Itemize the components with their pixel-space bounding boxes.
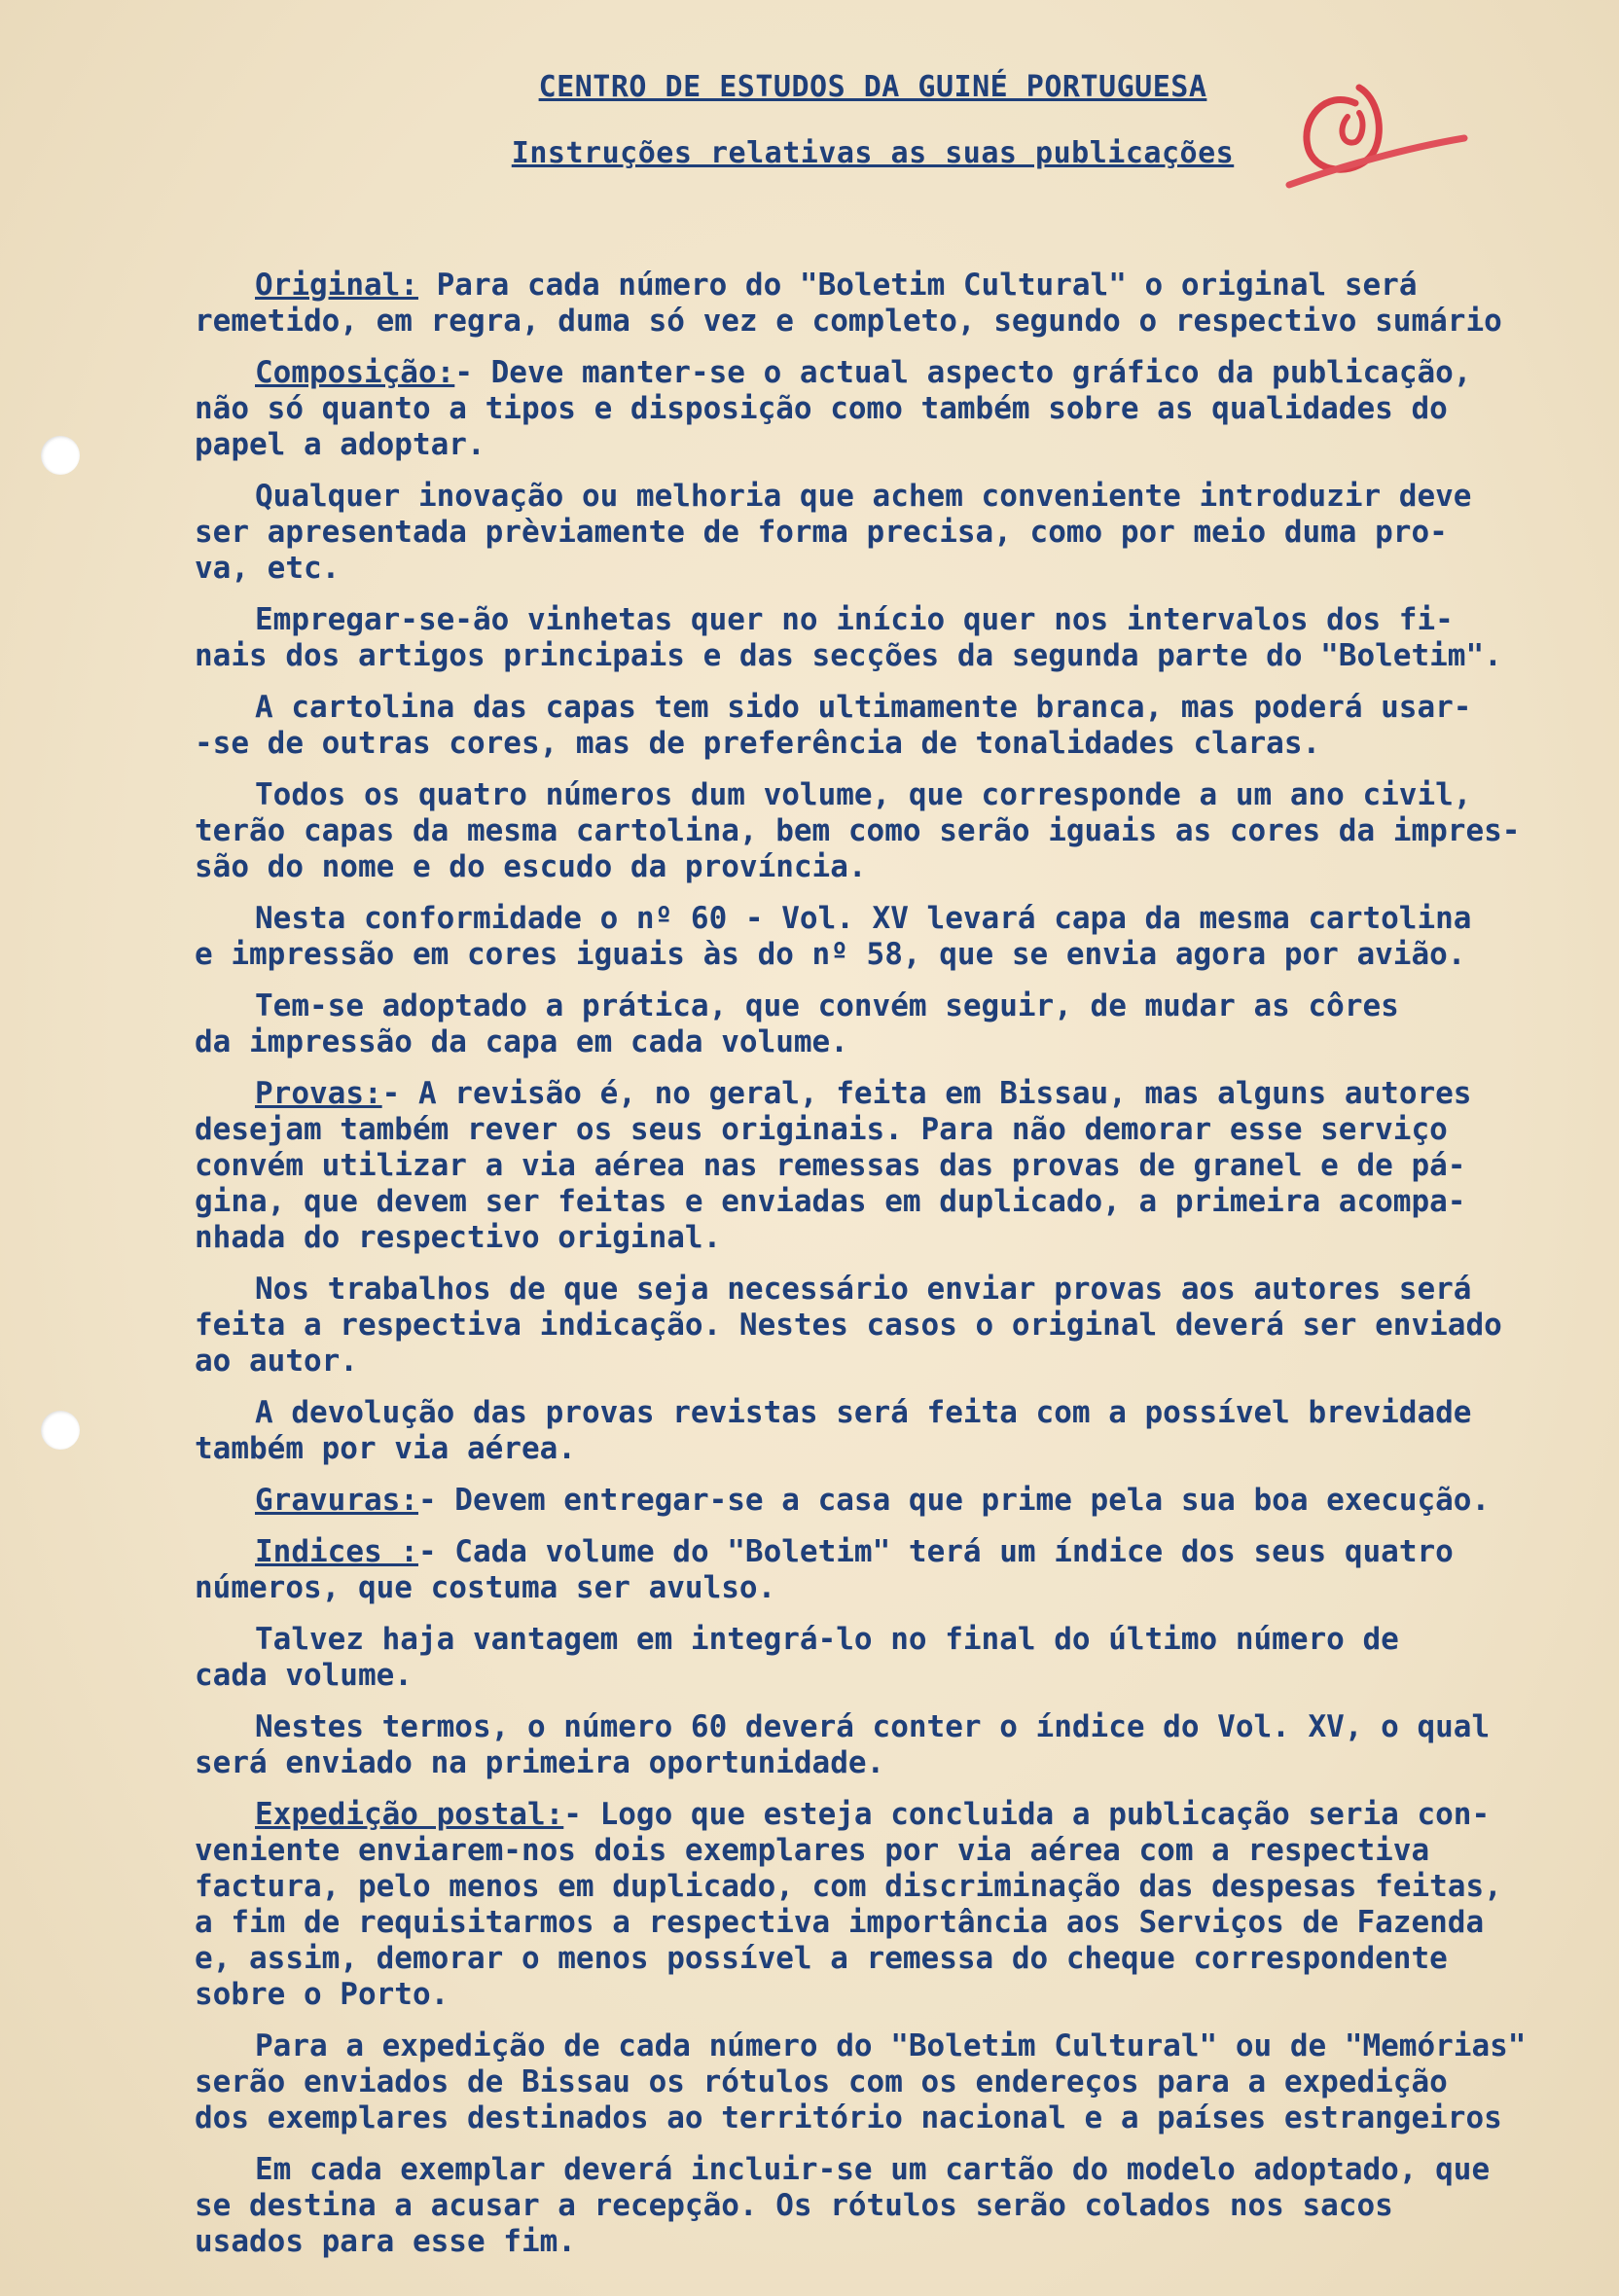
text-line xyxy=(195,1148,1601,1184)
text-line xyxy=(195,690,1601,726)
section-heading: Gravuras: xyxy=(255,1483,418,1518)
text-line xyxy=(195,937,1601,973)
text-line xyxy=(195,1395,1601,1431)
line-text: também por via aérea. xyxy=(195,1431,576,1466)
line-text: Talvez haja vantagem em integrá-lo no final do último número de xyxy=(255,1622,1399,1657)
text-line xyxy=(195,901,1601,937)
text-line xyxy=(195,479,1601,515)
text-line xyxy=(195,1745,1601,1781)
punch-hole-bottom xyxy=(41,1411,80,1450)
line-text: - Logo que esteja concluida a publicação seria con- xyxy=(563,1797,1491,1832)
text-line xyxy=(195,849,1601,885)
text-line xyxy=(195,988,1601,1024)
line-text: ao autor. xyxy=(195,1344,358,1379)
line-text: papel a adoptar. xyxy=(195,427,486,462)
line-text: serão enviados de Bissau os rótulos com os endereços para a expedição xyxy=(195,2064,1448,2099)
line-text: feita a respectiva indicação. Nestes casos o original deverá ser enviado xyxy=(195,1308,1502,1343)
text-line xyxy=(195,1941,1601,1977)
line-text: terão capas da mesma cartolina, bem como serão iguais as cores da impres- xyxy=(195,813,1521,848)
line-text: - Deve manter-se o actual aspecto gráfico da publicação, xyxy=(454,355,1472,390)
line-text: Para cada número do "Boletim Cultural" o original será xyxy=(417,268,1418,303)
text-line xyxy=(195,1344,1601,1380)
paragraph xyxy=(195,1483,1601,1519)
text-line xyxy=(195,1905,1601,1941)
paragraph xyxy=(195,690,1601,762)
line-text: Em cada exemplar deverá incluir-se um cartão do modelo adoptado, que xyxy=(255,2152,1491,2187)
text-line xyxy=(195,1220,1601,1256)
document-title: CENTRO DE ESTUDOS DA GUINÉ PORTUGUESA xyxy=(538,70,1207,104)
line-text: A devolução das provas revistas será feita com a possível brevidade xyxy=(255,1395,1472,1430)
line-text: Nestes termos, o número 60 deverá conter o índice do Vol. XV, o qual xyxy=(255,1709,1491,1744)
paragraph xyxy=(195,1395,1601,1467)
paragraph xyxy=(195,777,1601,885)
paragraph xyxy=(195,1797,1601,2013)
text-line xyxy=(195,2100,1601,2136)
paragraph xyxy=(195,1272,1601,1380)
line-text: e impressão em cores iguais às do nº 58, que se envia agora por avião. xyxy=(195,937,1466,972)
line-text: e, assim, demorar o menos possível a remessa do cheque correspondente xyxy=(195,1941,1448,1976)
section-heading: Indices : xyxy=(255,1534,418,1569)
line-text: números, que costuma ser avulso. xyxy=(195,1570,776,1605)
text-line xyxy=(195,2152,1601,2188)
punch-hole-top xyxy=(41,436,80,475)
line-text: se destina a acusar a recepção. Os rótulos serão colados nos sacos xyxy=(195,2188,1393,2223)
text-line xyxy=(195,1833,1601,1869)
line-text: - Cada volume do "Boletim" terá um índice dos seus quatro xyxy=(417,1534,1454,1569)
text-line xyxy=(195,2028,1601,2064)
line-text: não só quanto a tipos e disposição como também sobre as qualidades do xyxy=(195,391,1448,426)
text-line xyxy=(195,1709,1601,1745)
line-text: -se de outras cores, mas de preferência de tonalidades claras. xyxy=(195,726,1321,761)
line-text: remetido, em regra, duma só vez e completo, segundo o respectivo sumário xyxy=(195,304,1502,339)
section-heading: Expedição postal: xyxy=(255,1797,564,1832)
paragraph xyxy=(195,2028,1601,2136)
text-line xyxy=(195,726,1601,762)
line-text: será enviado na primeira oportunidade. xyxy=(195,1745,885,1780)
line-text: usados para esse fim. xyxy=(195,2224,576,2259)
text-line xyxy=(195,304,1601,340)
line-text: Para a expedição de cada número do "Boletim Cultural" ou de "Memórias" xyxy=(255,2028,1527,2063)
text-line xyxy=(195,777,1601,813)
section-heading: Original: xyxy=(255,268,418,303)
text-line xyxy=(195,1024,1601,1060)
line-text: Nos trabalhos de que seja necessário enviar provas aos autores será xyxy=(255,1272,1472,1307)
section-heading: Provas: xyxy=(255,1076,382,1111)
paragraph xyxy=(195,602,1601,674)
text-line xyxy=(195,1534,1601,1570)
text-line xyxy=(195,2224,1601,2260)
line-text: são do nome e do escudo da província. xyxy=(195,849,867,884)
text-line xyxy=(195,813,1601,849)
line-text: sobre o Porto. xyxy=(195,1977,450,2012)
document-subtitle: Instruções relativas as suas publicações xyxy=(511,136,1235,170)
text-line xyxy=(195,1112,1601,1148)
text-line xyxy=(195,1272,1601,1308)
text-line xyxy=(195,355,1601,391)
text-line xyxy=(195,1658,1601,1694)
line-text: - Devem entregar-se a casa que prime pela sua boa execução. xyxy=(417,1483,1491,1518)
paragraph xyxy=(195,1709,1601,1781)
text-line xyxy=(195,1869,1601,1905)
text-line xyxy=(195,1570,1601,1606)
text-line xyxy=(195,602,1601,638)
line-text: da impressão da capa em cada volume. xyxy=(195,1024,848,1059)
text-line xyxy=(195,427,1601,463)
paragraph xyxy=(195,1076,1601,1256)
line-text: dos exemplares destinados ao território nacional e a países estrangeiros xyxy=(195,2100,1502,2135)
line-text: convém utilizar a via aérea nas remessas das provas de granel e de pá- xyxy=(195,1148,1466,1183)
line-text: gina, que devem ser feitas e enviadas em duplicado, a primeira acompa- xyxy=(195,1184,1466,1219)
paragraph xyxy=(195,988,1601,1060)
line-text: veniente enviarem-nos dois exemplares por via aérea com a respectiva xyxy=(195,1833,1430,1868)
document-body xyxy=(195,268,1601,2276)
line-text: A cartolina das capas tem sido ultimamente branca, mas poderá usar- xyxy=(255,690,1472,725)
text-line xyxy=(195,515,1601,551)
line-text: Empregar-se-ão vinhetas quer no início quer nos intervalos dos fi- xyxy=(255,602,1454,637)
text-line xyxy=(195,1076,1601,1112)
text-line xyxy=(195,1431,1601,1467)
text-line xyxy=(195,1797,1601,1833)
paragraph xyxy=(195,1622,1601,1694)
paragraph xyxy=(195,355,1601,463)
line-text: - A revisão é, no geral, feita em Bissau, mas alguns autores xyxy=(381,1076,1472,1111)
line-text: Todos os quatro números dum volume, que corresponde a um ano civil, xyxy=(255,777,1472,812)
paragraph xyxy=(195,268,1601,340)
text-line xyxy=(195,268,1601,304)
text-line xyxy=(195,1977,1601,2013)
section-heading: Composição: xyxy=(255,355,455,390)
line-text: factura, pelo menos em duplicado, com discriminação das despesas feitas, xyxy=(195,1869,1502,1904)
line-text: ser apresentada prèviamente de forma precisa, como por meio duma pro- xyxy=(195,515,1448,550)
text-line xyxy=(195,551,1601,587)
paragraph xyxy=(195,901,1601,973)
line-text: a fim de requisitarmos a respectiva importância aos Serviços de Fazenda xyxy=(195,1905,1485,1940)
text-line xyxy=(195,2064,1601,2100)
line-text: va, etc. xyxy=(195,551,341,586)
paragraph xyxy=(195,2152,1601,2260)
text-line xyxy=(195,1622,1601,1658)
text-line xyxy=(195,2188,1601,2224)
line-text: nhada do respectivo original. xyxy=(195,1220,722,1255)
text-line xyxy=(195,1483,1601,1519)
paragraph xyxy=(195,1534,1601,1606)
line-text: desejam também rever os seus originais. Para não demorar esse serviço xyxy=(195,1112,1448,1147)
text-line xyxy=(195,1184,1601,1220)
text-line xyxy=(195,391,1601,427)
text-line xyxy=(195,1308,1601,1344)
paragraph xyxy=(195,479,1601,587)
text-line xyxy=(195,638,1601,674)
line-text: Nesta conformidade o nº 60 - Vol. XV levará capa da mesma cartolina xyxy=(255,901,1472,936)
line-text: Qualquer inovação ou melhoria que achem conveniente introduzir deve xyxy=(255,479,1472,514)
line-text: cada volume. xyxy=(195,1658,413,1693)
line-text: Tem-se adoptado a prática, que convém seguir, de mudar as côres xyxy=(255,988,1399,1023)
line-text: nais dos artigos principais e das secções da segunda parte do "Boletim". xyxy=(195,638,1502,673)
